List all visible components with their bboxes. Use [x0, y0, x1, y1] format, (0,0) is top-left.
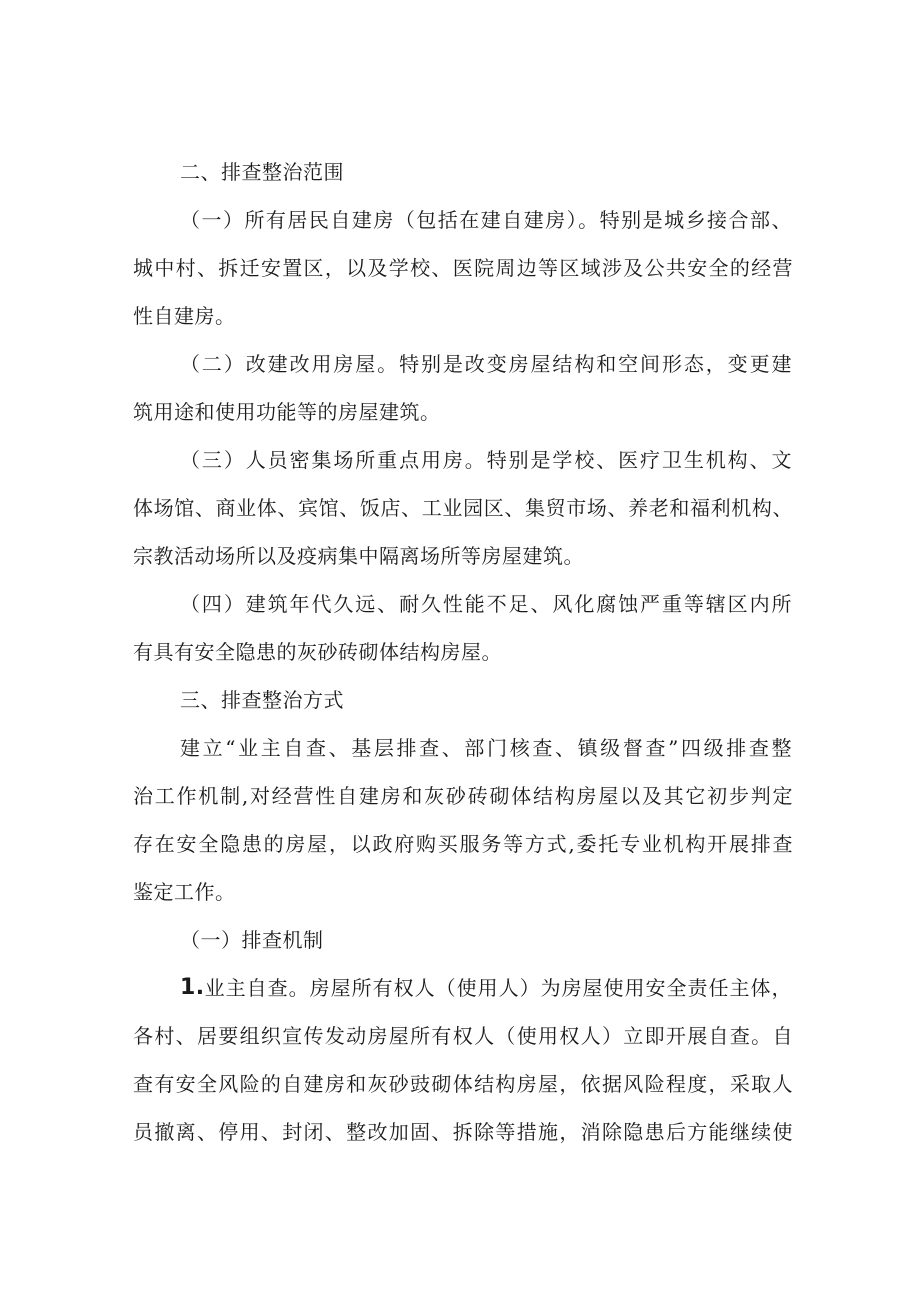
paragraph-line: 存在安全隐患的房屋，以政府购买服务等方式,委托专业机构开展排查: [133, 832, 793, 856]
paragraph-line: 各村、居要组织宣传发动房屋所有权人（使用权人）立即开展自查。自: [133, 1024, 793, 1048]
paragraph-line: 建立“业主自查、基层排查、部门核查、镇级督查”四级排查整: [180, 736, 792, 760]
paragraph-line: 有具有安全隐患的灰砂砖砌体结构房屋。: [133, 640, 502, 664]
paragraph-line: 员撤离、停用、封闭、整改加固、拆除等措施，消除隐患后方能继续使: [133, 1120, 793, 1144]
subsection-heading-mechanism: （一）排查机制: [180, 928, 324, 952]
item-first-line: [180, 976, 792, 1000]
paragraph-line: 业主自查。房屋所有权人（使用人）为房屋使用安全责任主体，: [204, 976, 792, 1000]
section-heading-scope: 二、排查整治范围: [180, 160, 344, 184]
paragraph-line: 查有安全风险的自建房和灰砂豉砌体结构房屋，依据风险程度，采取人: [133, 1072, 793, 1096]
paragraph-line: （四）建筑年代久远、耐久性能不足、风化腐蚀严重等辖区内所: [180, 592, 792, 616]
paragraph-line: 宗教活动场所以及疫病集中隔离场所等房屋建筑。: [133, 544, 584, 568]
paragraph-line: 城中村、拆迁安置区，以及学校、医院周边等区域涉及公共安全的经营: [133, 256, 793, 280]
paragraph-line: 筑用途和使用功能等的房屋建筑。: [133, 400, 441, 424]
paragraph-line: （三）人员密集场所重点用房。特别是学校、医疗卫生机构、文: [180, 448, 792, 472]
paragraph-line: （一）所有居民自建房（包括在建自建房）。特别是城乡接合部、: [180, 208, 792, 232]
paragraph-line: 体场馆、商业体、宾馆、饭店、工业园区、集贸市场、养老和福利机构、: [133, 496, 793, 520]
paragraph-line: 治工作机制,对经营性自建房和灰砂砖砌体结构房屋以及其它初步判定: [133, 784, 793, 808]
item-number: 1.: [180, 975, 205, 1000]
section-heading-method: 三、排查整治方式: [180, 688, 344, 712]
paragraph-line: 性自建房。: [133, 304, 236, 328]
paragraph-line: （二）改建改用房屋。特别是改变房屋结构和空间形态，变更建: [180, 352, 792, 376]
paragraph-line: 鉴定工作。: [133, 880, 236, 904]
